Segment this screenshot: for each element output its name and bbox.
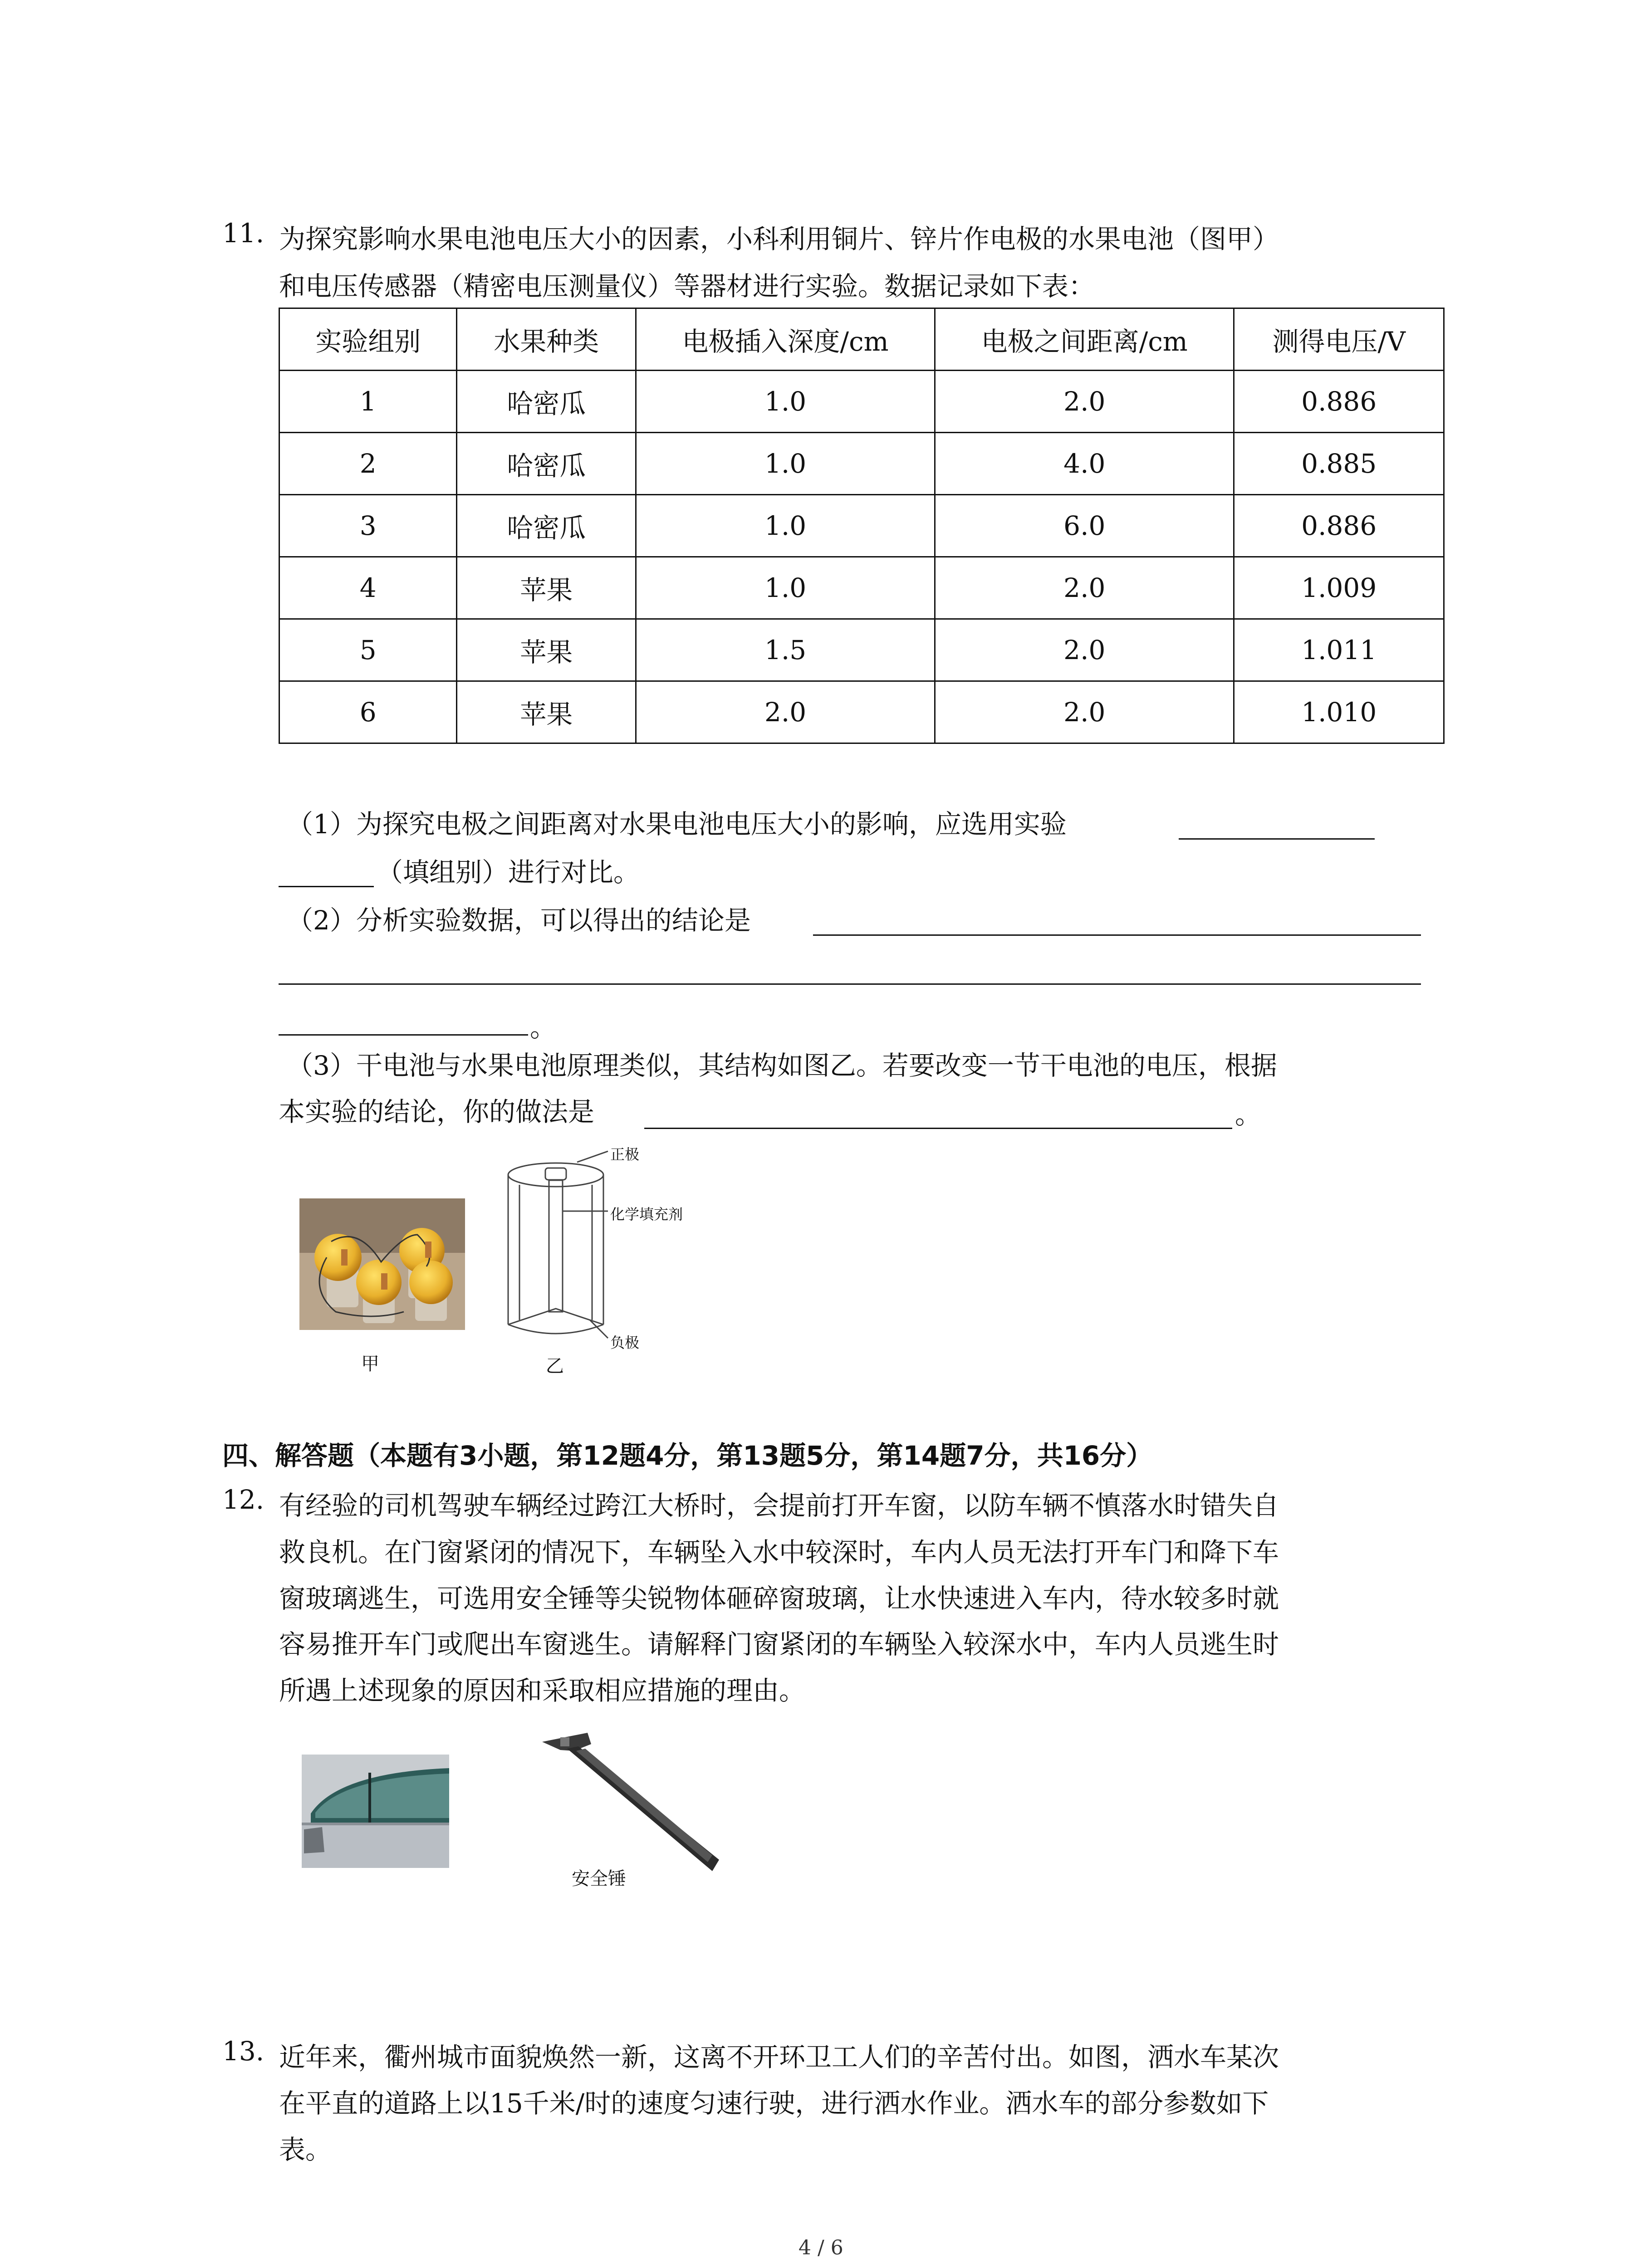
q11-sub3-line2: 本实验的结论，你的做法是 [279,1096,595,1127]
table-cell: 1.0 [636,557,935,619]
table-cell: 6 [279,681,457,743]
table-row [279,619,1444,681]
q11-sub1-line1: （1）为探究电极之间距离对水果电池电压大小的影响，应选用实验 [287,809,1067,840]
q12-number: 12. [222,1484,265,1515]
q13-line: 表。 [279,2134,332,2165]
table-header-cell: 实验组别 [279,308,457,371]
table-cell: 0.886 [1234,495,1444,557]
table-cell: 2 [279,433,457,495]
table-cell: 4 [279,557,457,619]
table-cell: 2.0 [935,619,1234,681]
table-header-cell: 电极之间距离/cm [935,308,1234,371]
dry-cell-diagram [495,1143,694,1370]
q11-sub2-answer-blank-line3[interactable] [279,1008,528,1036]
q11-data-table [279,308,1445,744]
q11-sub2-answer-blank[interactable] [813,908,1421,936]
table-row [279,433,1444,495]
q12-line: 窗玻璃逃生，可选用安全锤等尖锐物体砸碎窗玻璃，让水快速进入车内，待水较多时就 [279,1583,1279,1614]
page-number: 4 / 6 [798,2236,843,2259]
table-cell: 哈密瓜 [457,433,636,495]
table-header-cell: 测得电压/V [1234,308,1444,371]
q12-line: 所遇上述现象的原因和采取相应措施的理由。 [279,1675,806,1706]
table-header-row [279,308,1444,371]
q13-number: 13. [222,2036,265,2067]
table-row [279,557,1444,619]
hammer-label: 安全锤 [572,1868,626,1889]
table-cell: 哈密瓜 [457,371,636,433]
table-cell: 2.0 [935,557,1234,619]
table-cell: 苹果 [457,619,636,681]
fig-a-caption: 甲 [361,1354,379,1374]
q13-line: 在平直的道路上以15千米/时的速度匀速行驶，进行洒水作业。洒水车的部分参数如下 [279,2088,1269,2119]
table-cell: 4.0 [935,433,1234,495]
table-cell: 2.0 [636,681,935,743]
table-row [279,371,1444,433]
table-header-cell: 电极插入深度/cm [636,308,935,371]
safety-hammer-image [533,1724,733,1887]
table-cell: 0.886 [1234,371,1444,433]
table-cell: 1.011 [1234,619,1444,681]
table-cell: 1.5 [636,619,935,681]
table-cell: 6.0 [935,495,1234,557]
table-cell: 2.0 [935,371,1234,433]
table-header-cell: 水果种类 [457,308,636,371]
table-row [279,495,1444,557]
q11-sub2-line1: （2）分析实验数据，可以得出的结论是 [287,905,751,936]
table-cell: 1 [279,371,457,433]
q11-sub1-line2: （填组别）进行对比。 [377,857,640,888]
q12-line: 有经验的司机驾驶车辆经过跨江大桥时，会提前打开车窗，以防车辆不慎落水时错失自 [279,1490,1279,1521]
table-cell: 3 [279,495,457,557]
table-cell: 1.009 [1234,557,1444,619]
table-cell: 1.0 [636,495,935,557]
table-cell: 2.0 [935,681,1234,743]
q11-sub3-answer-blank[interactable] [644,1101,1232,1129]
q11-sub3-end: 。 [1235,1099,1262,1130]
q11-sub2-answer-blank-line2[interactable] [279,957,1421,985]
q12-line: 容易推开车门或爬出车窗逃生。请解释门窗紧闭的车辆坠入较深水中，车内人员逃生时 [279,1629,1279,1660]
q12-line: 救良机。在门窗紧闭的情况下，车辆坠入水中较深时，车内人员无法打开车门和降下车 [279,1537,1279,1568]
chemical-filler-label: 化学填充剂 [610,1206,683,1223]
q11-sub2-end: 。 [530,1012,557,1043]
fig-b-caption: 乙 [546,1356,564,1377]
q11-number: 11. [222,218,265,249]
table-cell: 苹果 [457,681,636,743]
table-row [279,681,1444,743]
q11-intro-line2: 和电压传感器（精密电压测量仪）等器材进行实验。数据记录如下表： [279,271,1095,302]
q11-sub1-answer-blank-cont[interactable] [279,860,374,887]
table-cell: 1.0 [636,371,935,433]
negative-pole-label: 负极 [610,1334,640,1351]
q13-line: 近年来，衢州城市面貌焕然一新，这离不开环卫工人们的辛苦付出。如图，洒水车某次 [279,2042,1279,2072]
car-window-photo [302,1755,449,1868]
table-cell: 0.885 [1234,433,1444,495]
table-cell: 苹果 [457,557,636,619]
table-cell: 1.010 [1234,681,1444,743]
section-title: 四、解答题（本题有3小题，第12题4分，第13题5分，第14题7分，共16分） [222,1440,1153,1471]
positive-pole-label: 正极 [610,1146,640,1163]
table-cell: 5 [279,619,457,681]
q11-sub3-line1: （3）干电池与水果电池原理类似，其结构如图乙。若要改变一节干电池的电压，根据 [287,1050,1277,1081]
table-cell: 哈密瓜 [457,495,636,557]
q11-intro-line1: 为探究影响水果电池电压大小的因素，小科利用铜片、锌片作电极的水果电池（图甲） [279,224,1279,254]
q11-sub1-answer-blank[interactable] [1179,812,1375,840]
fruit-battery-photo [299,1198,465,1330]
table-cell: 1.0 [636,433,935,495]
